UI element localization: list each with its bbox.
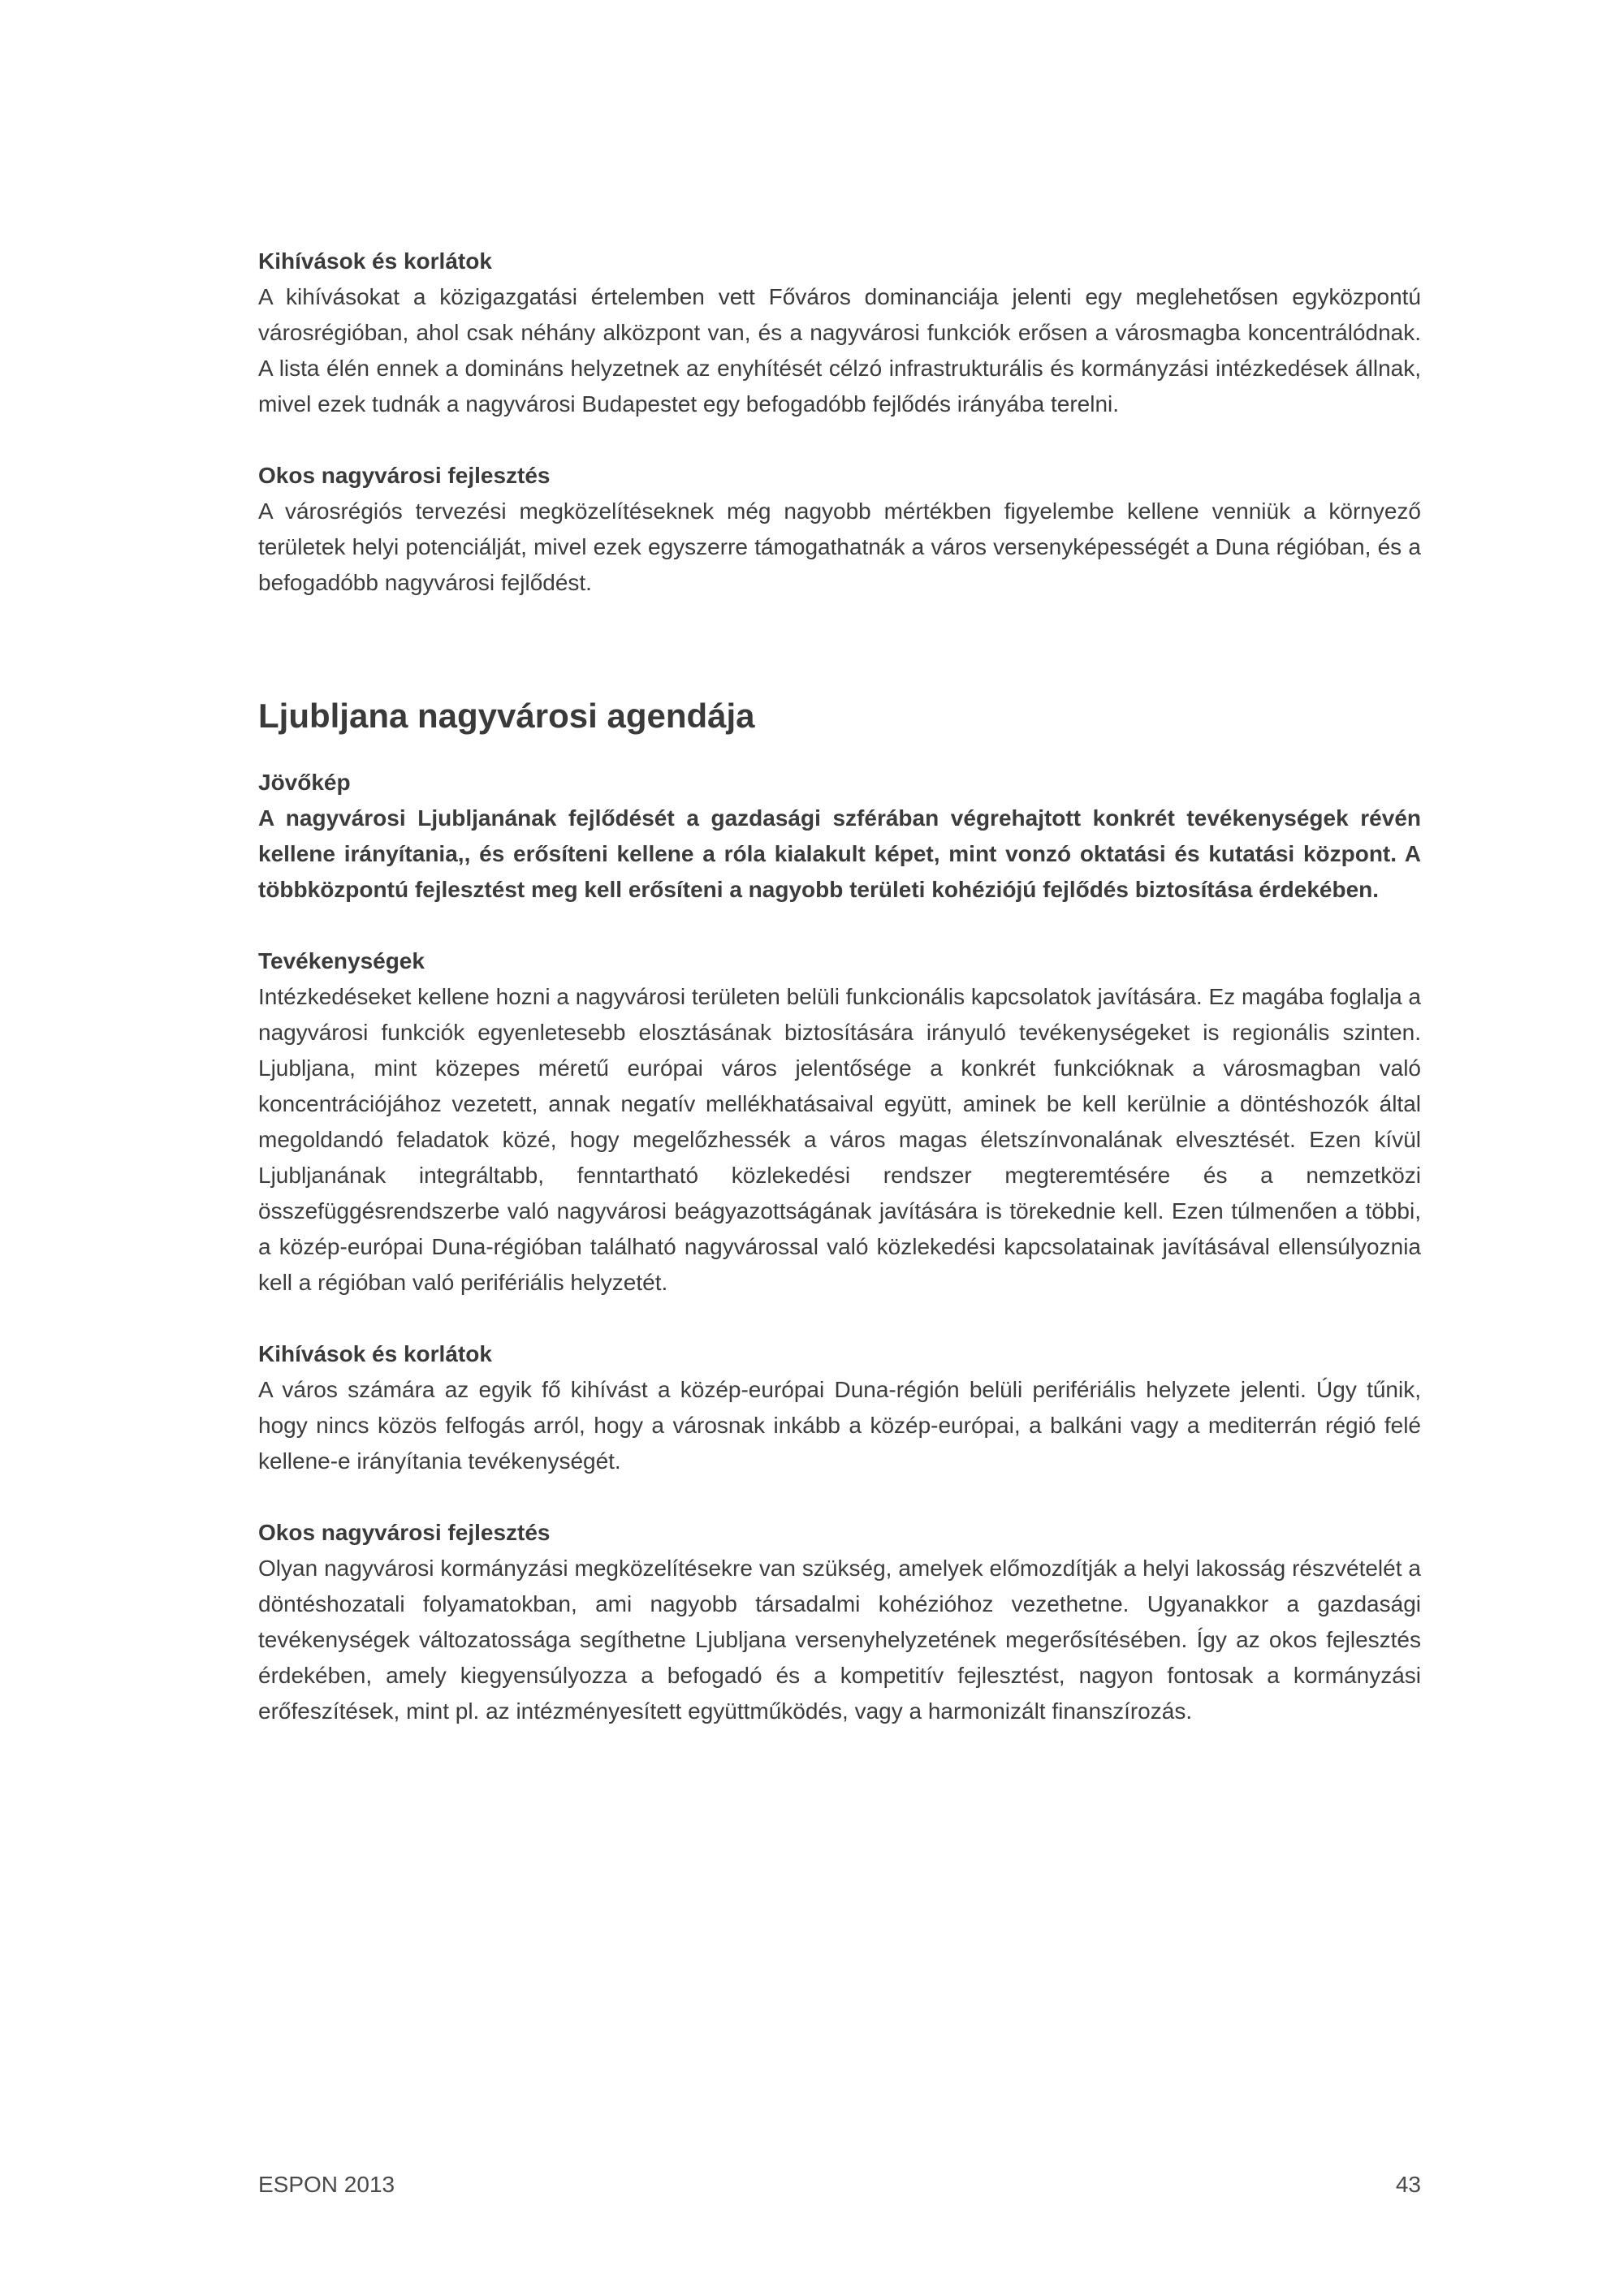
ljubljana-vision-heading: Jövőkép (258, 770, 351, 795)
section-budapest-smart (258, 458, 1421, 601)
budapest-challenges-text: A kihívásokat a közigazgatási értelemben vett Főváros dominanciája jelenti egy meglehetősen egyközpontú városrégióban, ahol csak néhány alközpont van, és a nagyvárosi funkciók erősen a városmagba koncentrálódnak. A lista élén ennek a domináns helyzetnek az enyhítését célzó infrastrukturális és kormányzási intézkedések állnak, mivel ezek tudnák a nagyvárosi Budapestet egy befogadóbb fejlődés irányába terelni. (258, 284, 1421, 416)
footer-publisher: ESPON 2013 (258, 2172, 395, 2197)
footer-page-number: 43 (1395, 2172, 1421, 2197)
budapest-smart-heading: Okos nagyvárosi fejlesztés (258, 463, 551, 488)
section-ljubljana-vision (258, 765, 1421, 908)
section-ljubljana-challenges (258, 1336, 1421, 1479)
ljubljana-challenges-heading: Kihívások és korlátok (258, 1341, 492, 1366)
ljubljana-activities-heading: Tevékenységek (258, 948, 425, 973)
ljubljana-challenges-text: A város számára az egyik fő kihívást a közép-európai Duna-régión belüli perifériális helyzete jelenti. Úgy tűnik, hogy nincs közös felfogás arról, hogy a városnak inkább a közép-európai, a balkáni vagy a mediterrán régió felé kellene-e irányítania tevékenységét. (258, 1377, 1421, 1474)
budapest-challenges-heading: Kihívások és korlátok (258, 248, 492, 274)
ljubljana-activities-text: Intézkedéseket kellene hozni a nagyvárosi területen belüli funkcionális kapcsolatok javítására. Ez magába foglalja a nagyvárosi funkciók egyenletesebb elosztásának biztosítására irányuló tevékenységeket is regionális szinten. Ljubljana, mint közepes méretű európai város jelentősége a konkrét funkcióknak a városmagban való koncentrációjához vezetett, annak negatív mellékhatásaival együtt, aminek be kell kerülnie a döntéshozók által megoldandó feladatok közé, hogy megelőzhessék a város magas életszínvonalának elvesztését. Ezen kívül Ljubljanának integráltabb, fenntartható közlekedési rendszer megteremtésére és a nemzetközi összefüggésrendszerbe való nagyvárosi beágyazottságának javítására is törekednie kell. Ezen túlmenően a többi, a közép-európai Duna-régióban található nagyvárossal való közlekedési kapcsolatainak javításával ellensúlyoznia kell a régióban való perifériális helyzetét. (258, 984, 1421, 1295)
budapest-smart-text: A városrégiós tervezési megközelítéseknek még nagyobb mértékben figyelembe kellene venniük a környező területek helyi potenciálját, mivel ezek egyszerre támogathatnák a város versenyképességét a Duna régióban, és a befogadóbb nagyvárosi fejlődést. (258, 498, 1421, 595)
ljubljana-smart-heading: Okos nagyvárosi fejlesztés (258, 1520, 551, 1545)
ljubljana-section-title: Ljubljana nagyvárosi agendája (258, 697, 755, 735)
section-ljubljana-smart (258, 1515, 1421, 1729)
section-budapest-challenges (258, 244, 1421, 422)
section-ljubljana-activities (258, 943, 1421, 1301)
page-footer (258, 2172, 1421, 2198)
ljubljana-smart-text: Olyan nagyvárosi kormányzási megközelítésekre van szükség, amelyek előmozdítják a helyi lakosság részvételét a döntéshozatali folyamatokban, ami nagyobb társadalmi kohézióhoz vezethetne. Ugyanakkor a gazdasági tevékenységek változatossága segíthetne Ljubljana versenyhelyzetének megerősítésében. Így az okos fejlesztés érdekében, amely kiegyensúlyozza a befogadó és a kompetitív fejlesztést, nagyon fontosak a kormányzási erőfeszítések, mint pl. az intézményesített együttműködés, vagy a harmonizált finanszírozás. (258, 1556, 1421, 1724)
ljubljana-vision-text: A nagyvárosi Ljubljanának fejlődését a gazdasági szférában végrehajtott konkrét tevékenységek révén kellene irányítania,, és erősíteni kellene a róla kialakult képet, mint vonzó oktatási és kutatási központ. A többközpontú fejlesztést meg kell erősíteni a nagyobb területi kohéziójú fejlődés biztosítása érdekében. (258, 805, 1421, 902)
page-content (258, 244, 1421, 1729)
